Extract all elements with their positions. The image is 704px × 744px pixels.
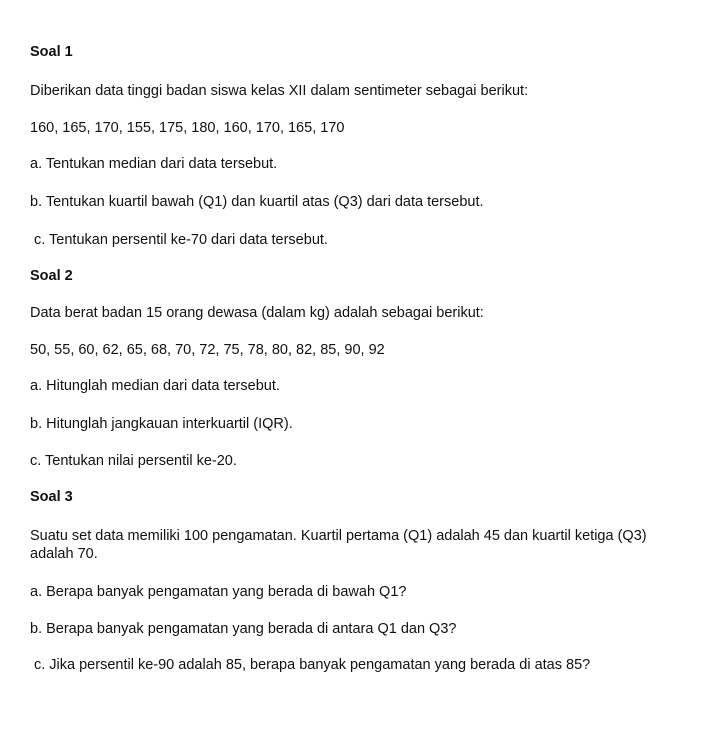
soal2-title: Soal 2 [30, 268, 73, 284]
soal1-question-b: b. Tentukan kuartil bawah (Q1) dan kuartil atas (Q3) dari data tersebut. [30, 194, 484, 210]
soal3-question-b: b. Berapa banyak pengamatan yang berada di antara Q1 dan Q3? [30, 621, 457, 637]
soal2-question-b: b. Hitunglah jangkauan interkuartil (IQR). [30, 416, 293, 432]
soal1-data: 160, 165, 170, 155, 175, 180, 160, 170, 165, 170 [30, 120, 345, 136]
soal1-intro: Diberikan data tinggi badan siswa kelas XII dalam sentimeter sebagai berikut: [30, 83, 529, 99]
soal2-data: 50, 55, 60, 62, 65, 68, 70, 72, 75, 78, 80, 82, 85, 90, 92 [30, 342, 385, 358]
soal1-title: Soal 1 [30, 44, 73, 60]
soal2-intro: Data berat badan 15 orang dewasa (dalam kg) adalah sebagai berikut: [30, 305, 484, 321]
soal3-question-c: c. Jika persentil ke-90 adalah 85, berapa banyak pengamatan yang berada di atas 85? [34, 657, 591, 673]
soal3-question-a: a. Berapa banyak pengamatan yang berada di bawah Q1? [30, 584, 407, 600]
soal3-intro: Suatu set data memiliki 100 pengamatan. Kuartil pertama (Q1) adalah 45 dan kuartil ketiga (Q3) adalah 70. [30, 528, 647, 562]
soal1-question-c: c. Tentukan persentil ke-70 dari data tersebut. [34, 232, 328, 248]
soal1-question-a: a. Tentukan median dari data tersebut. [30, 156, 278, 172]
soal2-question-a: a. Hitunglah median dari data tersebut. [30, 378, 280, 394]
soal3-title: Soal 3 [30, 489, 73, 505]
soal2-question-c: c. Tentukan nilai persentil ke-20. [30, 453, 237, 469]
